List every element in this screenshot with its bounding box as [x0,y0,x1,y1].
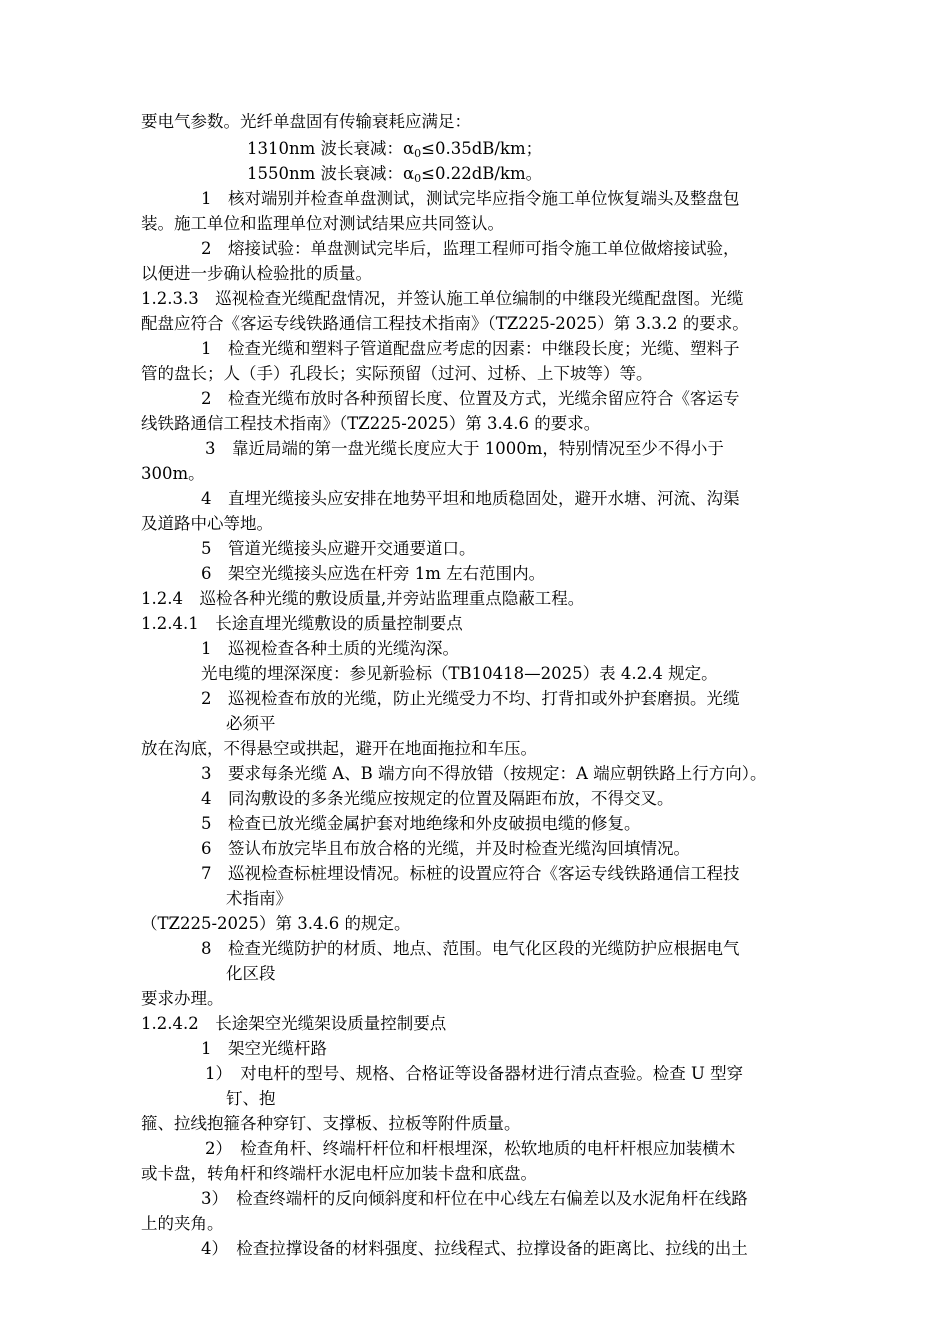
paragraph-line: 8 检查光缆防护的材质、地点、范围。电气化区段的光缆防护应根据电气 [201,939,740,958]
attenuation-value: ≤0.35dB/km； [421,139,543,158]
paragraph-line: 箍、拉线抱箍各种穿钉、支撑板、拉板等附件质量。 [141,1114,521,1133]
attenuation-1310-line [247,138,542,165]
paragraph-line: 4） 检查拉撑设备的材料强度、拉线程式、拉撑设备的距离比、拉线的出土 [201,1239,748,1258]
paragraph-line: 装。施工单位和监理单位对测试结果应共同签认。 [141,214,504,233]
paragraph-line: 或卡盘，转角杆和终端杆水泥电杆应加装卡盘和底盘。 [141,1164,537,1183]
paragraph-line: 2 检查光缆布放时各种预留长度、位置及方式，光缆余留应符合《客运专 [201,389,740,408]
paragraph-line: 上的夹角。 [141,1214,224,1233]
section-heading-1-2-4-1: 1.2.4.1 长途直埋光缆敷设的质量控制要点 [141,614,463,633]
subscript-zero: 0 [414,172,422,185]
paragraph-line: 要求办理。 [141,989,224,1008]
paragraph-line: 化区段 [226,964,276,983]
paragraph-line: 钉、抱 [226,1089,276,1108]
paragraph-line: 1 巡视检查各种土质的光缆沟深。 [201,639,459,658]
paragraph-line: 3 靠近局端的第一盘光缆长度应大于 1000m，特别情况至少不得小于 [205,439,724,458]
paragraph-line: 2 巡视检查布放的光缆，防止光缆受力不均、打背扣或外护套磨损。光缆 [201,689,740,708]
paragraph-line: 光电缆的埋深深度：参见新验标（TB10418—2025）表 4.2.4 规定。 [201,664,718,683]
attenuation-label: 1550nm 波长衰减：α [247,164,415,183]
paragraph-line: 以便进一步确认检验批的质量。 [141,264,372,283]
paragraph-line: 及道路中心等地。 [141,514,273,533]
paragraph-line: 5 管道光缆接头应避开交通要道口。 [201,539,476,558]
paragraph-line: 管的盘长；人（手）孔段长；实际预留（过河、过桥、上下坡等）等。 [141,364,653,383]
paragraph-line: 要电气参数。光纤单盘固有传输衰耗应满足： [141,112,471,131]
paragraph-line: （TZ225-2025）第 3.4.6 的规定。 [141,914,411,933]
attenuation-label: 1310nm 波长衰减：α [247,139,415,158]
paragraph-line: 5 检查已放光缆金属护套对地绝缘和外皮破损电缆的修复。 [201,814,641,833]
subscript-zero: 0 [414,147,422,160]
paragraph-line: 6 架空光缆接头应选在杆旁 1m 左右范围内。 [201,564,546,583]
attenuation-1550-line [247,163,542,190]
paragraph-line: 3 要求每条光缆 A、B 端方向不得放错（按规定：A 端应朝铁路上行方向）。 [201,764,767,783]
paragraph-line: 6 签认布放完毕且布放合格的光缆，并及时检查光缆沟回填情况。 [201,839,690,858]
paragraph-line: 1 检查光缆和塑料子管道配盘应考虑的因素：中继段长度；光缆、塑料子 [201,339,740,358]
paragraph-line: 必须平 [226,714,276,733]
paragraph-line: 术指南》 [226,889,292,908]
paragraph-line: 2） 检查角杆、终端杆杆位和杆根埋深，松软地质的电杆杆根应加装横木 [205,1139,736,1158]
paragraph-line: 1 核对端别并检查单盘测试，测试完毕应指令施工单位恢复端头及整盘包 [201,189,740,208]
section-heading-1-2-3-3: 1.2.3.3 巡视检查光缆配盘情况，并签认施工单位编制的中继段光缆配盘图。光缆 [141,289,744,308]
section-heading-1-2-4-2: 1.2.4.2 长途架空光缆架设质量控制要点 [141,1014,447,1033]
paragraph-line: 放在沟底，不得悬空或拱起，避开在地面拖拉和车压。 [141,739,537,758]
paragraph-line: 3） 检查终端杆的反向倾斜度和杆位在中心线左右偏差以及水泥角杆在线路 [201,1189,748,1208]
paragraph-line: 4 同沟敷设的多条光缆应按规定的位置及隔距布放，不得交叉。 [201,789,674,808]
attenuation-value: ≤0.22dB/km。 [421,164,543,183]
section-heading-1-2-4: 1.2.4 巡检各种光缆的敷设质量,并旁站监理重点隐蔽工程。 [141,589,585,608]
paragraph-line: 4 直埋光缆接头应安排在地势平坦和地质稳固处，避开水塘、河流、沟渠 [201,489,740,508]
paragraph-line: 配盘应符合《客运专线铁路通信工程技术指南》（TZ225-2025）第 3.3.2 的要求。 [141,314,749,333]
paragraph-line: 线铁路通信工程技术指南》（TZ225-2025）第 3.4.6 的要求。 [141,414,601,433]
paragraph-line: 2 熔接试验：单盘测试完毕后，监理工程师可指令施工单位做熔接试验， [201,239,740,258]
paragraph-line: 300m。 [141,464,205,483]
paragraph-line: 1） 对电杆的型号、规格、合格证等设备器材进行清点查验。检查 U 型穿 [205,1064,744,1083]
paragraph-line: 1 架空光缆杆路 [201,1039,327,1058]
paragraph-line: 7 巡视检查标桩埋设情况。标桩的设置应符合《客运专线铁路通信工程技 [201,864,740,883]
